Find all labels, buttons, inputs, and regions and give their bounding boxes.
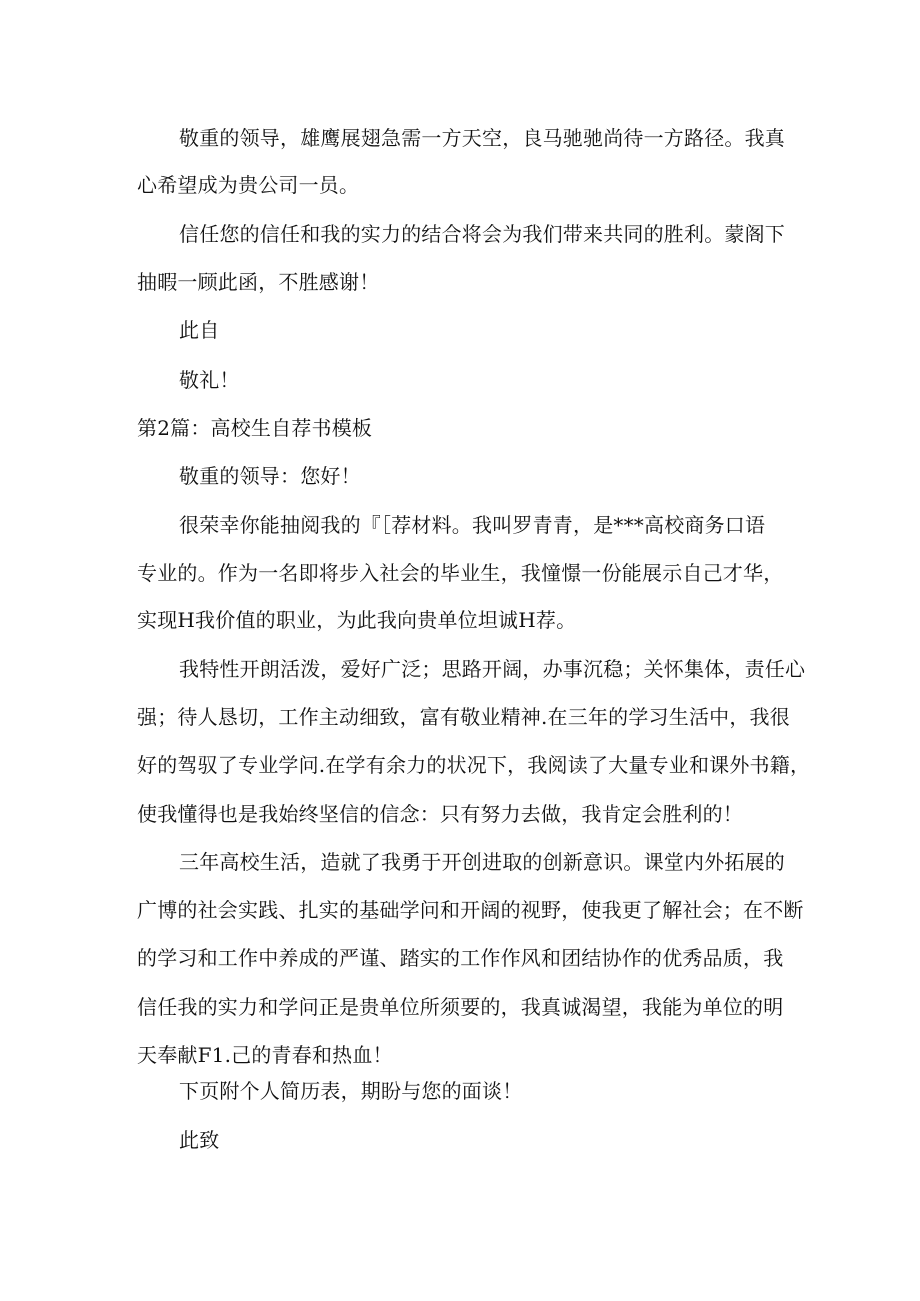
paragraph-4-line-1: 我特性开朗活泼，爱好广泛；思路开阔，办事沉稳；关怀集体，责任心	[179, 657, 806, 681]
paragraph-5-line-3: 的学习和工作中养成的严谨、踏实的工作作风和团结协作的优秀品质，我	[137, 946, 784, 970]
closing-ci-zi: 此自	[179, 318, 220, 342]
paragraph-4-line-2: 强；待人恳切，工作主动细致，富有敬业精神.在三年的学习生活中，我很	[137, 705, 790, 729]
paragraph-6: 下页附个人简历表，期盼与您的面谈！	[179, 1079, 523, 1103]
salutation: 敬重的领导：您好！	[179, 464, 361, 488]
paragraph-1-line-2: 心希望成为贵公司一员。	[137, 173, 360, 197]
paragraph-4-line-3: 好的驾驭了专业学问.在学有余力的状况下，我阅读了大量专业和课外书籍，	[137, 753, 811, 777]
paragraph-3-line-1: 很荣幸你能抽阅我的『［荐材料。我叫罗青青，是***高校商务口语	[179, 513, 766, 537]
paragraph-5-line-4: 信任我的实力和学问正是贵单位所须要的，我真诚渴望，我能为单位的明	[137, 995, 784, 1019]
paragraph-5-line-2: 广博的社会实践、扎实的基础学问和开阔的视野，使我更了解社会；在不断	[137, 898, 804, 922]
closing-jing-li: 敬礼！	[179, 368, 240, 392]
closing-ci-zhi: 此致	[179, 1128, 220, 1152]
paragraph-2-line-1: 信任您的信任和我的实力的结合将会为我们带来共同的胜利。蒙阁下	[179, 222, 785, 246]
paragraph-1-line-1: 敬重的领导，雄鹰展翅急需一方天空，良马驰驰尚待一方路径。我真	[179, 126, 785, 150]
section-heading: 第2篇：高校生自荐书模板	[137, 416, 373, 440]
paragraph-3-line-2: 专业的。作为一名即将步入社会的毕业生，我憧憬一份能展示自己才华，	[137, 561, 784, 585]
paragraph-3-line-3: 实现H我价值的职业，为此我向贵单位坦诚H荐。	[137, 608, 577, 632]
paragraph-5-line-5: 天奉献F1.己的青春和热血！	[137, 1043, 393, 1067]
paragraph-2-line-2: 抽暇一顾此函，不胜感谢！	[137, 270, 380, 294]
paragraph-5-line-1: 三年高校生活，造就了我勇于开创进取的创新意识。课堂内外拓展的	[179, 850, 785, 874]
paragraph-4-line-4: 使我懂得也是我始终坚信的信念：只有努力去做，我肯定会胜利的！	[137, 802, 743, 826]
